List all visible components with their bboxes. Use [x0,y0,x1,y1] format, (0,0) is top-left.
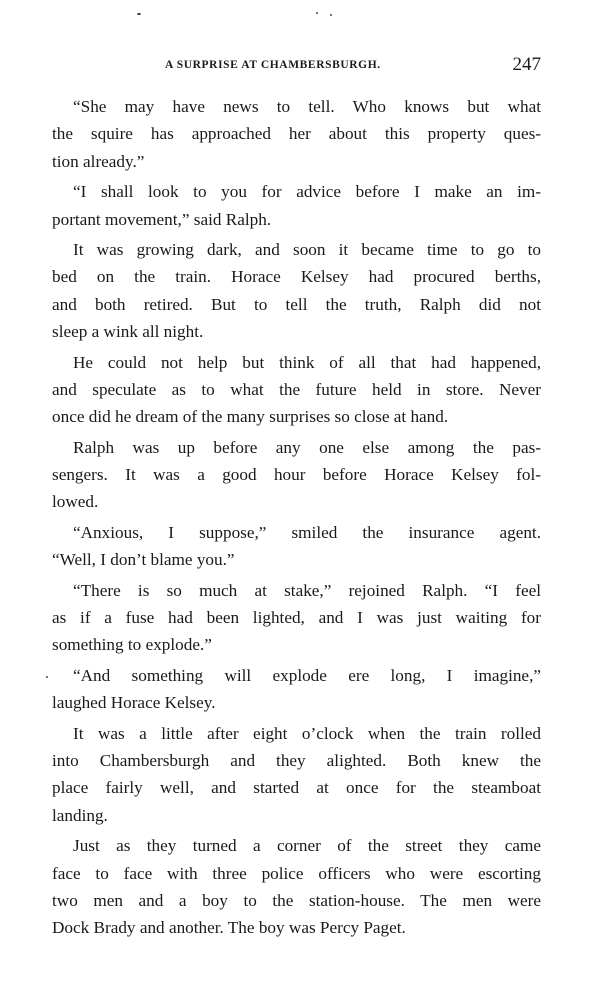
text-line: “And something will explode ere long, I imagine,” [73,665,541,685]
text-line: portant movement,” said Ralph. [52,209,272,229]
text-line: “Well, I don’t blame you.” [52,550,235,570]
text-line: “Anxious, I suppose,” smiled the insurance agent. [73,522,541,542]
text-line: bed on the train. Horace Kelsey had procured berths, [52,267,541,287]
book-page [52,0,541,1005]
text-line: It was growing dark, and soon it became time to go to [73,239,541,259]
page-number: 247 [512,54,541,75]
text-line: “She may have news to tell. Who knows but what [73,97,541,116]
text-line: laughed Horace Kelsey. [52,693,216,713]
text-line: and both retired. But to tell the truth, Ralph did not [52,294,541,314]
paragraph [52,519,541,574]
text-line: sengers. It was a good hour before Horace Kelsey fol- [52,465,541,485]
text-line: Dock Brady and another. The boy was Percy Paget. [52,918,406,938]
paragraph [52,349,541,431]
paragraph [52,434,541,516]
paragraph [52,236,541,346]
page-header [52,56,541,78]
text-line: into Chambersburgh and they alighted. Both knew the [52,750,541,770]
scan-speck [330,14,332,16]
text-line: landing. [52,805,108,825]
text-line: tion already.” [52,151,145,171]
running-head: A SURPRISE AT CHAMBERSBURGH. [165,59,381,71]
text-line: Ralph was up before any one else among the pas- [73,437,541,457]
scan-speck [316,12,318,14]
scan-speck [137,13,141,15]
text-line: It was a little after eight o’clock when the train rolled [73,723,541,743]
text-line: He could not help but think of all that had happened, [73,352,541,372]
paragraph [52,93,541,175]
text-line: and speculate as to what the future held in store. Never [52,379,541,399]
scan-speck [46,676,48,678]
text-line: something to explode.” [52,635,212,655]
text-line: place fairly well, and started at once for the steamboat [52,778,541,798]
paragraph [52,577,541,659]
text-line: lowed. [52,492,99,512]
text-line: as if a fuse had been lighted, and I was just waiting for [52,608,541,628]
text-line: face to face with three police officers who were escorting [52,863,541,883]
text-line: two men and a boy to the station-house. The men were [52,890,541,910]
paragraph [52,832,541,942]
text-line: once did he dream of the many surprises so close at hand. [52,407,449,427]
text-line: “There is so much at stake,” rejoined Ralph. “I feel [73,580,541,600]
text-line: the squire has approached her about this property ques- [52,124,541,144]
paragraph [52,720,541,830]
text-line: “I shall look to you for advice before I make an im- [73,182,541,202]
paragraph [52,662,541,717]
body-text [52,93,541,945]
paragraph [52,178,541,233]
text-line: sleep a wink all night. [52,322,204,342]
text-line: Just as they turned a corner of the street they came [73,836,541,856]
